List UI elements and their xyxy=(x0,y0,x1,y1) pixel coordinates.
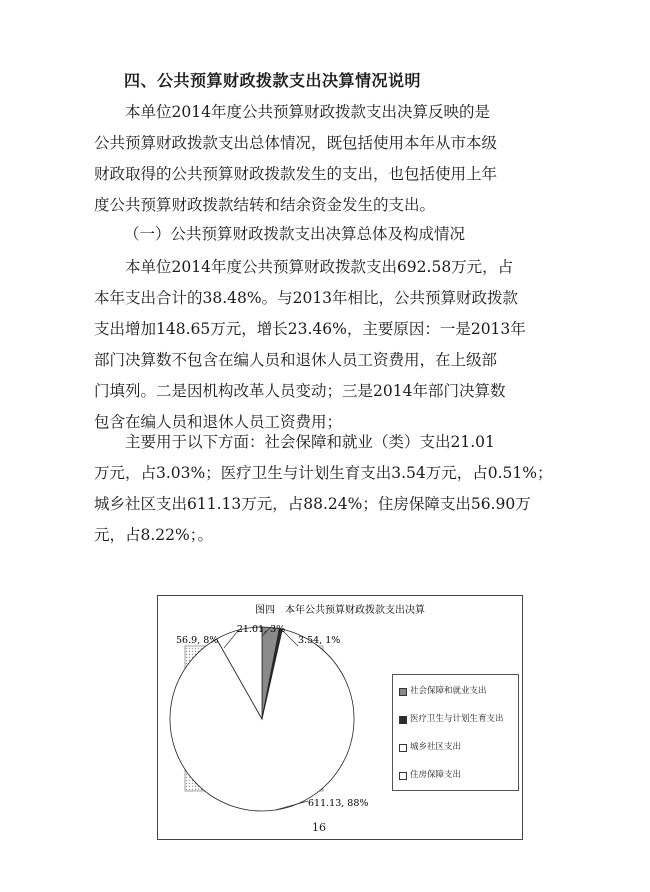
uses-line: 城乡社区支出611.13万元，占88.24%；住房保障支出56.90万 xyxy=(94,495,531,513)
chart-title: 图四 本年公共预算财政拨款支出决算 xyxy=(255,605,425,616)
data-label: 3.54, 1% xyxy=(298,635,341,646)
page-number: 16 xyxy=(312,821,326,834)
intro-line: 度公共预算财政拨款结转和结余资金发生的支出。 xyxy=(94,196,436,214)
overall-paragraph xyxy=(94,252,562,438)
legend-swatch xyxy=(399,716,407,724)
legend-label: 城乡社区支出 xyxy=(410,742,462,752)
intro-line: 本单位2014年度公共预算财政拨款支出决算反映的是 xyxy=(125,103,490,121)
legend-item xyxy=(399,741,515,753)
uses-line: 万元，占3.03%；医疗卫生与计划生育支出3.54万元，占0.51%； xyxy=(94,464,553,482)
data-label: 21.01, 3% xyxy=(236,624,286,635)
uses-line: 主要用于以下方面：社会保障和就业（类）支出21.01 xyxy=(125,433,495,451)
overall-line: 部门决算数不包含在编人员和退休人员工资费用，在上级部 xyxy=(94,351,498,369)
legend-label: 社会保障和就业支出 xyxy=(410,686,487,696)
intro-line: 财政取得的公共预算财政拨款发生的支出，也包括使用上年 xyxy=(94,165,498,183)
subsection-heading: （一）公共预算财政拨款支出决算总体及构成情况 xyxy=(124,225,466,243)
legend-swatch xyxy=(399,772,407,780)
section-heading: 四、公共预算财政拨款支出决算情况说明 xyxy=(124,71,422,90)
data-label: 56.9, 8% xyxy=(176,635,219,646)
legend-label: 医疗卫生与计划生育支出 xyxy=(410,714,504,724)
legend-swatch xyxy=(399,744,407,752)
overall-line: 支出增加148.65万元，增长23.46%，主要原因：一是2013年 xyxy=(94,320,526,338)
intro-line: 公共预算财政拨款支出总体情况，既包括使用本年从市本级 xyxy=(94,134,498,152)
overall-line: 包含在编人员和退休人员工资费用； xyxy=(94,413,343,431)
overall-line: 本年支出合计的38.48%。与2013年相比，公共预算财政拨款 xyxy=(94,289,519,307)
legend-swatch xyxy=(399,688,407,696)
uses-line: 元，占8.22%；。 xyxy=(94,526,213,544)
uses-paragraph xyxy=(94,427,562,551)
legend-item xyxy=(399,769,515,781)
overall-line: 门填列。二是因机构改革人员变动；三是2014年部门决算数 xyxy=(94,382,506,400)
intro-paragraph xyxy=(94,97,562,221)
legend-item xyxy=(399,713,515,725)
legend-item xyxy=(399,685,515,697)
overall-line: 本单位2014年度公共预算财政拨款支出692.58万元，占 xyxy=(125,258,514,276)
data-label: 611.13, 88% xyxy=(308,798,369,809)
chart-legend xyxy=(392,674,519,791)
legend-label: 住房保障支出 xyxy=(410,770,462,780)
